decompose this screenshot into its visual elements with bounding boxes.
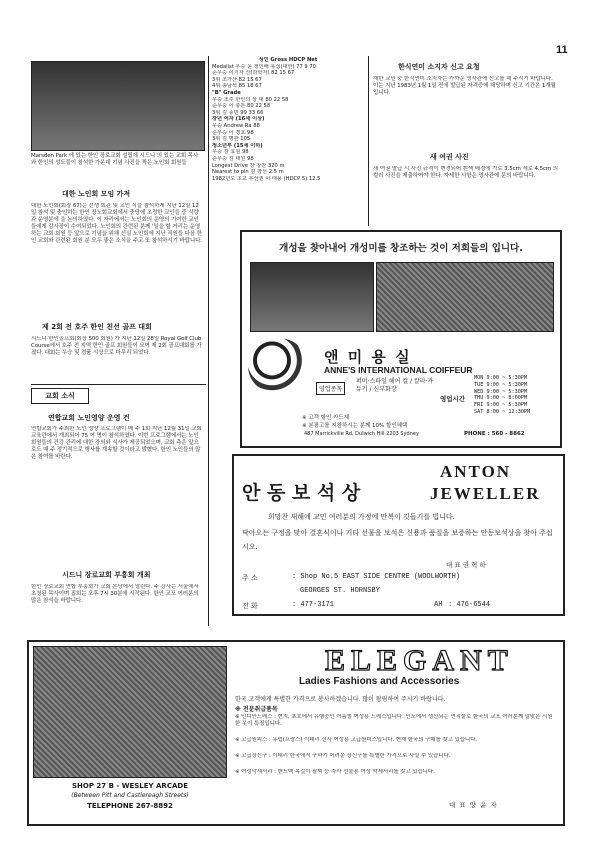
scoreboard-row: 준우승 김 태원 98 xyxy=(212,155,254,162)
scoreboard-row: 우승 김 효원 98 xyxy=(212,149,249,156)
story-passport-title: 새 여권 사진 xyxy=(430,153,469,161)
elegant-item: ※ 여성악세서리 : 핸드백 목걸이 팔찌 등 자사 선물용 여성 악세서리를 찾고 있습니다. xyxy=(235,769,435,775)
salon-photo-right xyxy=(376,262,554,332)
story-church-body: 연합교회가 주최한 노인 영양 프로그램이 매 주 1회 지난 12월 31일 교회 교육관에서 개최되어 75 여 명이 참석하였다. 이번 프로그램에서는 노인 회원들의 건강 관리에 대한 강의와 식사가 제공되었으며, 교회 측은 앞으로도 매 주 정기적으로 행사를 계속할 것이라고 밝혔다. 한인 노인들의 많은 참여를 바란다. xyxy=(31,426,202,460)
story-cert-body: 재한 교민 중 한식연미 소지자는 가까운 영사관에 신고를 해 주시기 바랍니다. 이는 지난 1983년 1월 1일 전에 발급된 자격증에 해당하며 신고 기간은 1개월입니다. xyxy=(373,76,556,96)
elegant-between-streets: (Between Pitt and Castlereagh Streets) xyxy=(71,792,189,799)
anton-address-label: 주 소 xyxy=(242,574,258,582)
scoreboard-row: 청소년부 (15세 이하) xyxy=(212,142,263,149)
anton-ah-label: AH xyxy=(434,601,443,609)
story-golf-body: 시드니 한인골프회(회장 500 회원) 가 지난 12일 28일 Royal Golf Club Course에서 호주 전 지역 한인 골프 회원들이 모여 제 2회 골프대회를 가졌다. 대회는 우승 및 경품 시상으로 마무리 되었다. xyxy=(31,336,202,356)
anton-jeweller-ad xyxy=(232,454,565,616)
anton-representative: 대 표 권 혁 하 xyxy=(446,561,486,569)
elegant-intro: 한국 고객에게 특별한 가격으로 봉사하겠습니다. 많이 왕림하여 주시기 바랍니다. xyxy=(235,696,446,703)
story-revival-body: 한인 장로교회 연합 부흥회가 교회 본당에서 열린다. 주 강사는 서울에서 초청된 목사이며 집회는 오후 7시 30분에 시작된다. 한인 교포 여러분의 많은 참석을 바랍니다. xyxy=(31,584,199,604)
scoreboard-row: Nearest to pin 김 창선 2.5 m xyxy=(212,169,284,176)
anton-address-line2: GEORGES ST. HORNSBY xyxy=(300,587,380,595)
story-cert-title: 한식연미 소지자 신고 요청 xyxy=(398,63,480,71)
story-seniors-body: 대한 노인회(회장 67)는 선생 회관 및 교인 식을 참석하게 지난 12일 12일 참석 및 충인하는 한인 장노회교회에서 충당에 초정한 교인들 중 식량과 운영분에 을 논의하였다. 이 자리에서는 노인회의 운영의 기여한 교인들에게 감사장이 수여되었다. 노인회의 관련된 분께 '일을 할 거리는 운영하는 교회 회원 등 앞으로 기념을 위해 선실 노인회에 지난 직원들 다음 한인 교회와 관련된 회원 분 모두 좋은 소식을 주고 또 참석하시기 바랍니다. xyxy=(31,203,202,244)
services-label: 영업종목 xyxy=(316,382,345,395)
scoreboard-row: 4위 송남석 85 18 67 xyxy=(212,83,262,90)
discount-card-note: ※ 고객 할인 카드제 xyxy=(302,415,350,421)
scoreboard-row: 3위 조가산 82 15 67 xyxy=(212,76,262,83)
anton-ah-phone: : 476-6544 xyxy=(448,601,491,609)
scoreboard-row: 1982년도 초교 우선권 이 태용 (HDCP 5) 12.5 xyxy=(212,175,321,182)
salon-photo-left xyxy=(250,262,374,332)
anton-english-name-2: JEWELLER xyxy=(430,484,541,503)
scoreboard-row: 준우승 이 충돈 80 22 58 xyxy=(212,103,271,110)
scoreboard-row: 우승 조주 한인의 상 대 80 22 58 xyxy=(212,96,289,103)
anton-korean-name: 안 동 보 석 상 xyxy=(242,482,361,504)
elegant-signature: 대 표 양 윤 자 xyxy=(449,801,498,809)
section-divider xyxy=(31,384,206,385)
elegant-items-label: ※ 전문취급품목 xyxy=(235,706,278,713)
elegant-fashion-ad xyxy=(27,640,565,826)
scoreboard-row: Medalist 우승 윤 정인배 유성(대한) 77 9 70 xyxy=(212,63,316,70)
anton-address-line1: : Shop No.5 EAST SIDE CENTRE (WOOLWORTH) xyxy=(292,573,461,581)
scoreboard-row: Longest Drive 장 창찬 320 m xyxy=(212,162,285,169)
elegant-item: ※ 고급장신구 : 이태리 한국에서 구하기 어려운 장신구를 특별한 가격으로 사실 수 있습니다. xyxy=(235,753,451,759)
golf-scoreboard xyxy=(212,57,364,182)
annes-korean-name: 앤 미 용 실 xyxy=(324,348,412,366)
scoreboard-row: "B" Grade xyxy=(212,89,241,96)
annes-headline: 개성을 찾아내어 개성미를 창조하는 것이 저희들의 입니다. xyxy=(279,243,523,254)
anton-english-name-1: ANTON xyxy=(440,462,512,481)
hours-label: 영업시간 xyxy=(440,395,466,403)
column-divider xyxy=(368,56,369,226)
scoreboard-header: 성인 Gross HDCP Net xyxy=(258,57,318,63)
photo-caption: Marsden Park 에 있는 한인 장로교회 설립에 시드니 의 있는 교회 목사와 한인의 성도들이 참석한 가운데 기념 사진을 찍은 노인회 회원들 xyxy=(31,153,199,166)
story-church-title: 연합교회 노인영양 운영 건 xyxy=(48,414,130,422)
annes-coiffeur-ad xyxy=(240,230,562,448)
page-number: 11 xyxy=(556,44,568,56)
scoreboard-row: 3위 김 명관 105 xyxy=(212,136,251,143)
annes-phone: PHONE : 560 - 8862 xyxy=(464,431,525,437)
scoreboard-row: 3위 김 종민 99 33 66 xyxy=(212,109,264,116)
scoreboard-row: 준우승 이 경호 98 xyxy=(212,129,254,136)
anton-phone: : 477-3171 xyxy=(292,601,335,609)
anton-body: 닥아오는 구정을 맞아 결혼식이나 기타 선물을 보석은 신용과 품질을 보증하는 안동보석상을 찾아 주십시오. xyxy=(242,529,553,551)
salon-logo-icon xyxy=(248,338,308,394)
opening-hours xyxy=(474,375,530,416)
elegant-shop: SHOP 27 B - WESLEY ARCADE xyxy=(72,782,188,790)
hours-row: TUE 9:00 ~ 5:30PM xyxy=(474,381,528,388)
shop-front-photo xyxy=(33,646,227,778)
hours-row: SAT 8:00 ~ 12:30PM xyxy=(474,408,531,415)
story-golf-title: 제 2회 전 호주 한인 친선 골프 대회 xyxy=(42,323,152,331)
annes-english-name: ANNE'S INTERNATIONAL COIFFEUR xyxy=(324,365,473,375)
discount-coupon-note: ※ 본광고를 지참하시는 분께 10% 할인혜택 xyxy=(302,423,408,429)
elegant-title: ELEGANT xyxy=(325,644,514,677)
hours-row: FRI 9:00 ~ 5:30PM xyxy=(474,402,528,409)
story-passport-body: 새 여권 발급 시 사진 규격이 변경되어 흰색 배경에 가로 3.5cm 세로 4.5cm 의 컬러 사진을 제출하여야 한다. 자세한 사항은 영사관에 문의 바랍니다. xyxy=(373,166,558,179)
elegant-item: ※ 고급원피스 : 유럽(프랑스) 이태리 신사 여성용 고급원피스입니다. 현재 한국의 구매를 찾고 있습니다. xyxy=(235,737,477,743)
hours-row: THU 9:00 ~ 8:00PM xyxy=(474,395,528,402)
scoreboard-row: 준우승 이기자 산(과학자) 82 15 67 xyxy=(212,70,295,77)
services-list: 퍼머·스타일 헤어 컬 / 칼라·카듀기 / 신부화장 xyxy=(356,378,434,393)
scoreboard-row: 장년 여자 (16세 이상) xyxy=(212,116,265,123)
scoreboard-row: 우승 Andrew Ra 88 xyxy=(212,122,260,129)
elegant-subtitle: Ladies Fashions and Accessories xyxy=(299,676,460,687)
story-revival-title: 시드니 장로교회 부흥회 개최 xyxy=(62,571,151,579)
hours-row: MON 9:00 ~ 5:30PM xyxy=(474,375,528,381)
annes-address: 487 Marrickville Rd, Dulwich Hill 2203 Sydney xyxy=(304,431,419,437)
column-divider xyxy=(208,56,209,626)
anton-phone-label: 전 화 xyxy=(242,602,258,610)
church-news-label: 교회 소식 xyxy=(31,388,89,404)
seniors-group-photo xyxy=(31,61,205,151)
anton-greeting: 희망찬 새해에 교민 여러분의 가정에 만복이 깃들기를 빕니다. xyxy=(268,513,455,521)
story-seniors-title: 대한 노인회 모임 가져 xyxy=(62,190,131,198)
elegant-item: ※ 인디안드레스 : 현지, 초호에서 유행중인 여름철 여성용 드레스입니다. 인도에서 생산되는 면직물로 한국의 교포 여러분께 알맞은 시원한 옷이 특징입니다. xyxy=(235,714,553,727)
elegant-telephone: TELEPHONE 267-8892 xyxy=(87,802,173,810)
hours-row: WED 9:00 ~ 5:30PM xyxy=(474,388,528,395)
